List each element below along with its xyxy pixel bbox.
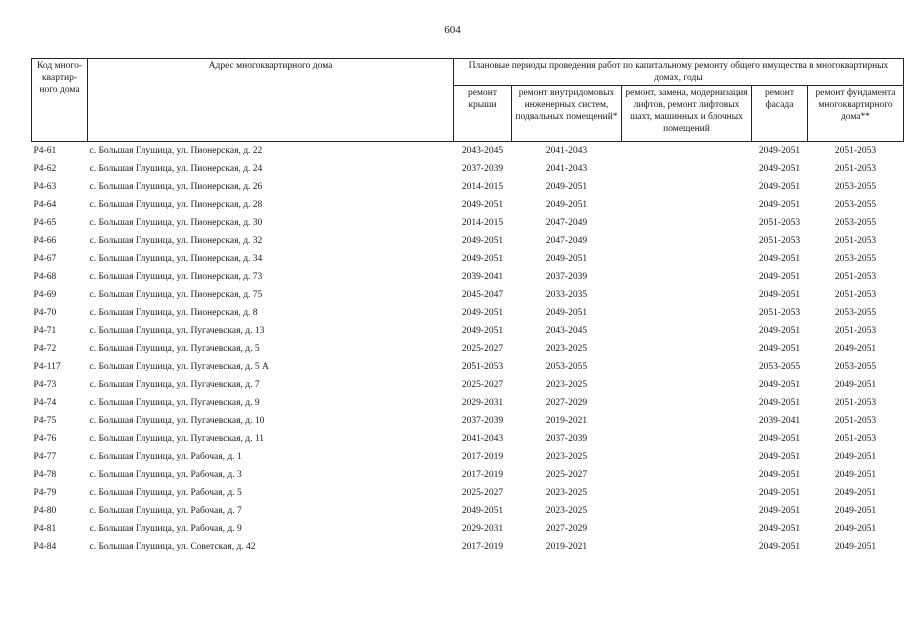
- cell-foundation: 2049-2051: [834, 506, 877, 516]
- table-row: [32, 142, 904, 161]
- cell-systems: 2027-2029: [545, 524, 588, 534]
- cell-systems: 2037-2039: [545, 272, 588, 282]
- cell-facade: 2051-2053: [758, 218, 801, 228]
- cell-facade: 2049-2051: [758, 344, 801, 354]
- cell-facade: 2049-2051: [758, 182, 801, 192]
- cell-roof: 2049-2051: [461, 200, 504, 210]
- cell-foundation: 2053-2055: [834, 362, 877, 372]
- header-systems: ремонт внутридомовых инженерных систем, подвальных помещений*: [512, 86, 622, 142]
- cell-roof: 2045-2047: [461, 290, 504, 300]
- cell-code: Р4-62: [33, 164, 57, 174]
- cell-systems: 2019-2021: [545, 542, 588, 552]
- cell-facade: 2049-2051: [758, 200, 801, 210]
- table-row: [32, 376, 904, 394]
- cell-code: Р4-73: [33, 380, 57, 390]
- table-body: [32, 142, 904, 557]
- cell-roof: 2017-2019: [461, 470, 504, 480]
- table-row: [32, 538, 904, 556]
- cell-roof: 2049-2051: [461, 326, 504, 336]
- cell-facade: 2049-2051: [758, 290, 801, 300]
- cell-facade: 2049-2051: [758, 542, 801, 552]
- cell-systems: 2049-2051: [545, 182, 588, 192]
- cell-code: Р4-76: [33, 434, 57, 444]
- cell-roof: 2041-2043: [461, 434, 504, 444]
- cell-address: с. Большая Глушица, ул. Пионерская, д. 24: [89, 164, 263, 174]
- cell-code: Р4-74: [33, 398, 57, 408]
- cell-foundation: 2049-2051: [834, 344, 877, 354]
- cell-elevators: [622, 250, 752, 268]
- cell-foundation: 2049-2051: [834, 452, 877, 462]
- header-periods: Плановые периоды проведения работ по капитальному ремонту общего имущества в многоквартирных домах, годы: [454, 59, 904, 86]
- cell-address: с. Большая Глушица, ул. Пионерская, д. 32: [89, 236, 263, 246]
- table-row: [32, 520, 904, 538]
- cell-systems: 2023-2025: [545, 488, 588, 498]
- table-header: [32, 59, 904, 142]
- cell-systems: 2037-2039: [545, 434, 588, 444]
- table-row: [32, 394, 904, 412]
- cell-foundation: 2053-2055: [834, 218, 877, 228]
- cell-elevators: [622, 520, 752, 538]
- cell-address: с. Большая Глушица, ул. Рабочая, д. 3: [89, 470, 242, 480]
- cell-foundation: 2051-2053: [834, 236, 877, 246]
- cell-address: с. Большая Глушица, ул. Рабочая, д. 9: [89, 524, 242, 534]
- cell-code: Р4-117: [33, 362, 61, 372]
- header-elevators: ремонт, замена, модернизация лифтов, ремонт лифтовых шахт, машинных и блочных помещений: [622, 86, 752, 142]
- cell-foundation: 2051-2053: [834, 434, 877, 444]
- cell-facade: 2049-2051: [758, 398, 801, 408]
- cell-systems: 2023-2025: [545, 452, 588, 462]
- cell-foundation: 2049-2051: [834, 542, 877, 552]
- cell-address: с. Большая Глушица, ул. Рабочая, д. 1: [89, 452, 242, 462]
- cell-systems: 2049-2051: [545, 308, 588, 318]
- cell-systems: 2047-2049: [545, 218, 588, 228]
- cell-roof: 2039-2041: [461, 272, 504, 282]
- cell-foundation: 2049-2051: [834, 524, 877, 534]
- table-row: [32, 250, 904, 268]
- cell-foundation: 2049-2051: [834, 470, 877, 480]
- cell-elevators: [622, 394, 752, 412]
- cell-code: Р4-64: [33, 200, 57, 210]
- cell-roof: 2049-2051: [461, 506, 504, 516]
- cell-address: с. Большая Глушица, ул. Пионерская, д. 22: [89, 146, 263, 156]
- cell-roof: 2025-2027: [461, 380, 504, 390]
- cell-roof: 2017-2019: [461, 542, 504, 552]
- cell-facade: 2049-2051: [758, 452, 801, 462]
- cell-elevators: [622, 358, 752, 376]
- cell-roof: 2051-2053: [461, 362, 504, 372]
- cell-code: Р4-71: [33, 326, 57, 336]
- table-row: [32, 466, 904, 484]
- capital-repair-table: [31, 58, 904, 556]
- cell-address: с. Большая Глушица, ул. Пионерская, д. 28: [89, 200, 263, 210]
- cell-address: с. Большая Глушица, ул. Пионерская, д. 8: [89, 308, 258, 318]
- cell-code: Р4-65: [33, 218, 57, 228]
- cell-foundation: 2053-2055: [834, 182, 877, 192]
- cell-address: с. Большая Глушица, ул. Советская, д. 42: [89, 542, 256, 552]
- cell-elevators: [622, 160, 752, 178]
- cell-code: Р4-69: [33, 290, 57, 300]
- cell-address: с. Большая Глушица, ул. Пугачевская, д. 5 А: [89, 362, 269, 372]
- cell-systems: 2023-2025: [545, 344, 588, 354]
- cell-elevators: [622, 232, 752, 250]
- cell-systems: 2041-2043: [545, 164, 588, 174]
- cell-code: Р4-66: [33, 236, 57, 246]
- cell-address: с. Большая Глушица, ул. Пионерская, д. 26: [89, 182, 263, 192]
- cell-code: Р4-84: [33, 542, 57, 552]
- table-row: [32, 340, 904, 358]
- cell-roof: 2025-2027: [461, 344, 504, 354]
- cell-systems: 2027-2029: [545, 398, 588, 408]
- cell-facade: 2049-2051: [758, 434, 801, 444]
- cell-facade: 2049-2051: [758, 272, 801, 282]
- cell-foundation: 2051-2053: [834, 290, 877, 300]
- cell-foundation: 2051-2053: [834, 416, 877, 426]
- cell-code: Р4-80: [33, 506, 57, 516]
- cell-roof: 2014-2015: [461, 218, 504, 228]
- cell-roof: 2049-2051: [461, 254, 504, 264]
- cell-address: с. Большая Глушица, ул. Пионерская, д. 30: [89, 218, 263, 228]
- cell-foundation: 2053-2055: [834, 308, 877, 318]
- cell-elevators: [622, 538, 752, 556]
- cell-roof: 2014-2015: [461, 182, 504, 192]
- cell-systems: 2023-2025: [545, 506, 588, 516]
- cell-facade: 2049-2051: [758, 326, 801, 336]
- cell-elevators: [622, 448, 752, 466]
- page-number: 604: [444, 24, 461, 36]
- cell-elevators: [622, 430, 752, 448]
- cell-foundation: 2051-2053: [834, 146, 877, 156]
- cell-elevators: [622, 196, 752, 214]
- cell-foundation: 2051-2053: [834, 398, 877, 408]
- cell-facade: 2049-2051: [758, 488, 801, 498]
- cell-foundation: 2049-2051: [834, 380, 877, 390]
- cell-address: с. Большая Глушица, ул. Рабочая, д. 7: [89, 506, 242, 516]
- header-code: Код много-квартир-ного дома: [32, 59, 88, 142]
- cell-systems: 2049-2051: [545, 200, 588, 210]
- cell-elevators: [622, 466, 752, 484]
- cell-address: с. Большая Глушица, ул. Пугачевская, д. 9: [89, 398, 260, 408]
- cell-elevators: [622, 484, 752, 502]
- cell-foundation: 2053-2055: [834, 200, 877, 210]
- header-facade: ремонт фасада: [752, 86, 808, 142]
- cell-elevators: [622, 412, 752, 430]
- cell-code: Р4-68: [33, 272, 57, 282]
- table-row: [32, 286, 904, 304]
- cell-systems: 2019-2021: [545, 416, 588, 426]
- cell-systems: 2043-2045: [545, 326, 588, 336]
- cell-systems: 2053-2055: [545, 362, 588, 372]
- cell-foundation: 2051-2053: [834, 164, 877, 174]
- cell-facade: 2049-2051: [758, 506, 801, 516]
- cell-address: с. Большая Глушица, ул. Рабочая, д. 5: [89, 488, 242, 498]
- header-roof: ремонт крыши: [454, 86, 512, 142]
- cell-roof: 2025-2027: [461, 488, 504, 498]
- cell-foundation: 2051-2053: [834, 326, 877, 336]
- cell-elevators: [622, 322, 752, 340]
- cell-roof: 2017-2019: [461, 452, 504, 462]
- cell-address: с. Большая Глушица, ул. Пионерская, д. 73: [89, 272, 263, 282]
- cell-systems: 2049-2051: [545, 254, 588, 264]
- cell-address: с. Большая Глушица, ул. Пионерская, д. 34: [89, 254, 263, 264]
- cell-elevators: [622, 376, 752, 394]
- table-row: [32, 196, 904, 214]
- cell-code: Р4-79: [33, 488, 57, 498]
- cell-facade: 2049-2051: [758, 146, 801, 156]
- cell-address: с. Большая Глушица, ул. Пугачевская, д. 11: [89, 434, 264, 444]
- cell-address: с. Большая Глушица, ул. Пугачевская, д. 5: [89, 344, 260, 354]
- cell-address: с. Большая Глушица, ул. Пугачевская, д. 13: [89, 326, 265, 336]
- cell-code: Р4-67: [33, 254, 57, 264]
- cell-roof: 2037-2039: [461, 164, 504, 174]
- table-row: [32, 358, 904, 376]
- table-row: [32, 412, 904, 430]
- cell-facade: 2049-2051: [758, 164, 801, 174]
- cell-code: Р4-70: [33, 308, 57, 318]
- cell-address: с. Большая Глушица, ул. Пионерская, д. 75: [89, 290, 263, 300]
- cell-roof: 2043-2045: [461, 146, 504, 156]
- cell-facade: 2049-2051: [758, 380, 801, 390]
- cell-elevators: [622, 214, 752, 232]
- cell-facade: 2049-2051: [758, 254, 801, 264]
- table-row: [32, 214, 904, 232]
- cell-code: Р4-63: [33, 182, 57, 192]
- cell-code: Р4-72: [33, 344, 57, 354]
- table-row: [32, 160, 904, 178]
- header-address: Адрес многоквартирного дома: [88, 59, 454, 142]
- cell-roof: 2029-2031: [461, 398, 504, 408]
- cell-facade: 2049-2051: [758, 524, 801, 534]
- table-row: [32, 322, 904, 340]
- cell-elevators: [622, 268, 752, 286]
- cell-code: Р4-77: [33, 452, 57, 462]
- cell-systems: 2033-2035: [545, 290, 588, 300]
- table-row: [32, 448, 904, 466]
- cell-systems: 2023-2025: [545, 380, 588, 390]
- cell-elevators: [622, 178, 752, 196]
- table-row: [32, 304, 904, 322]
- table-row: [32, 232, 904, 250]
- cell-code: Р4-78: [33, 470, 57, 480]
- cell-elevators: [622, 340, 752, 358]
- cell-facade: 2051-2053: [758, 236, 801, 246]
- cell-code: Р4-61: [33, 146, 57, 156]
- table-row: [32, 484, 904, 502]
- cell-systems: 2041-2043: [545, 146, 588, 156]
- cell-roof: 2037-2039: [461, 416, 504, 426]
- table-row: [32, 502, 904, 520]
- cell-address: с. Большая Глушица, ул. Пугачевская, д. 7: [89, 380, 260, 390]
- cell-code: Р4-81: [33, 524, 57, 534]
- table-row: [32, 268, 904, 286]
- cell-elevators: [622, 142, 752, 161]
- cell-systems: 2025-2027: [545, 470, 588, 480]
- cell-facade: 2053-2055: [758, 362, 801, 372]
- cell-systems: 2047-2049: [545, 236, 588, 246]
- cell-roof: 2049-2051: [461, 236, 504, 246]
- cell-elevators: [622, 286, 752, 304]
- cell-roof: 2029-2031: [461, 524, 504, 534]
- cell-facade: 2039-2041: [758, 416, 801, 426]
- cell-foundation: 2049-2051: [834, 488, 877, 498]
- table-row: [32, 430, 904, 448]
- cell-facade: 2051-2053: [758, 308, 801, 318]
- cell-facade: 2049-2051: [758, 470, 801, 480]
- cell-address: с. Большая Глушица, ул. Пугачевская, д. 10: [89, 416, 265, 426]
- cell-foundation: 2051-2053: [834, 272, 877, 282]
- table-row: [32, 178, 904, 196]
- cell-foundation: 2053-2055: [834, 254, 877, 264]
- cell-elevators: [622, 502, 752, 520]
- header-foundation: ремонт фундамента многоквартирного дома**: [808, 86, 904, 142]
- cell-elevators: [622, 304, 752, 322]
- cell-code: Р4-75: [33, 416, 57, 426]
- cell-roof: 2049-2051: [461, 308, 504, 318]
